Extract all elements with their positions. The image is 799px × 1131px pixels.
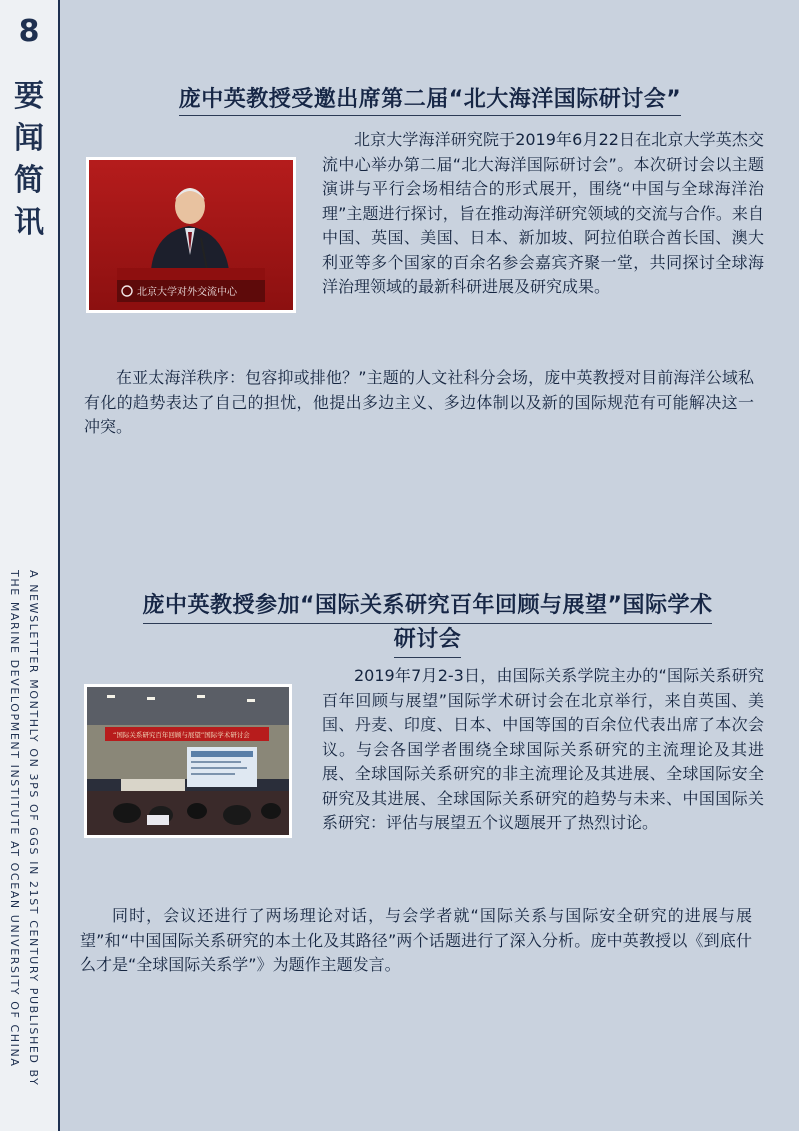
page-number: 8 bbox=[18, 14, 40, 49]
article1-paragraph: 在亚太海洋秩序：包容抑或排他？”主题的人文社科分会场，庞中英教授对目前海洋公域私有化的趋势表达了自己的担忧，他提出多边主义、多边体制以及新的国际规范有可能解决这一冲突。 bbox=[84, 368, 754, 436]
article2-headline-text: 庞中英教授参加“国际关系研究百年回顾与展望”国际学术 bbox=[143, 590, 713, 624]
article1-headline-text: 庞中英教授受邀出席第二届“北大海洋国际研讨会” bbox=[179, 82, 681, 116]
tagline-line: THE MARINE DEVELOPMENT INSTITUTE AT OCEAN UNIVERSITY OF CHINA bbox=[8, 570, 21, 1068]
conference-hall-image bbox=[87, 687, 289, 835]
section-label-char: 简 bbox=[14, 163, 44, 198]
tagline-line: A NEWSLETTER MONTHLY ON 3PS OF GGS IN 21ST CENTURY PUBLISHED BY bbox=[27, 570, 40, 1087]
article2-headline-text: 研讨会 bbox=[394, 624, 462, 658]
article2-photo bbox=[84, 684, 292, 838]
article1-paragraph: 北京大学海洋研究院于2019年6月22日在北京大学英杰交流中心举办第二届“北大海洋国际研讨会”。本次研讨会以主题演讲与平行会场相结合的形式展开，围绕“中国与全球海洋治理”主题进行探讨，旨在推动海洋研究领域的交流与合作。来自中国、英国、美国、日本、新加坡、阿拉伯联合酋长国、澳大利亚等多个国家的百余名参会嘉宾齐聚一堂，共同探讨全球海洋治理领域的最新科研进展及研究成果。 bbox=[322, 130, 764, 296]
article2-paragraph: 同时，会议还进行了两场理论对话，与会学者就“国际关系与国际安全研究的进展与展望”和“中国国际关系研究的本土化及其路径”两个话题进行了深入分析。庞中英教授以《到底什么才是“全球国际关系学”》为题作主题发言。 bbox=[80, 906, 752, 974]
section-label-char: 讯 bbox=[14, 205, 44, 240]
podium-text: 北京大学对外交流中心 bbox=[137, 287, 237, 298]
section-label-char: 闻 bbox=[14, 121, 44, 156]
speaker-at-podium-image bbox=[89, 160, 293, 310]
article1-photo bbox=[86, 157, 296, 313]
article2-paragraph: 2019年7月2-3日，由国际关系学院主办的“国际关系研究百年回顾与展望”国际学术研讨会在北京举行，来自英国、美国、丹麦、印度、日本、中国等国的百余位代表出席了本次会议。与会各国学者围绕全球国际关系研究的主流理论及其进展、全球国际关系研究的非主流理论及其进展、全球国际安全研究及其进展、全球国际关系研究的趋势与未来、中国国际关系研究：评估与展望五个议题展开了热烈讨论。 bbox=[322, 666, 764, 832]
section-label bbox=[0, 76, 58, 244]
article2-headline bbox=[80, 590, 775, 658]
sidebar bbox=[0, 0, 60, 1131]
article1-headline bbox=[100, 82, 760, 116]
section-label-char: 要 bbox=[14, 79, 44, 114]
newsletter-tagline bbox=[5, 570, 43, 1086]
banner-text: “国际关系研究百年回顾与展望”国际学术研讨会 bbox=[113, 731, 250, 739]
